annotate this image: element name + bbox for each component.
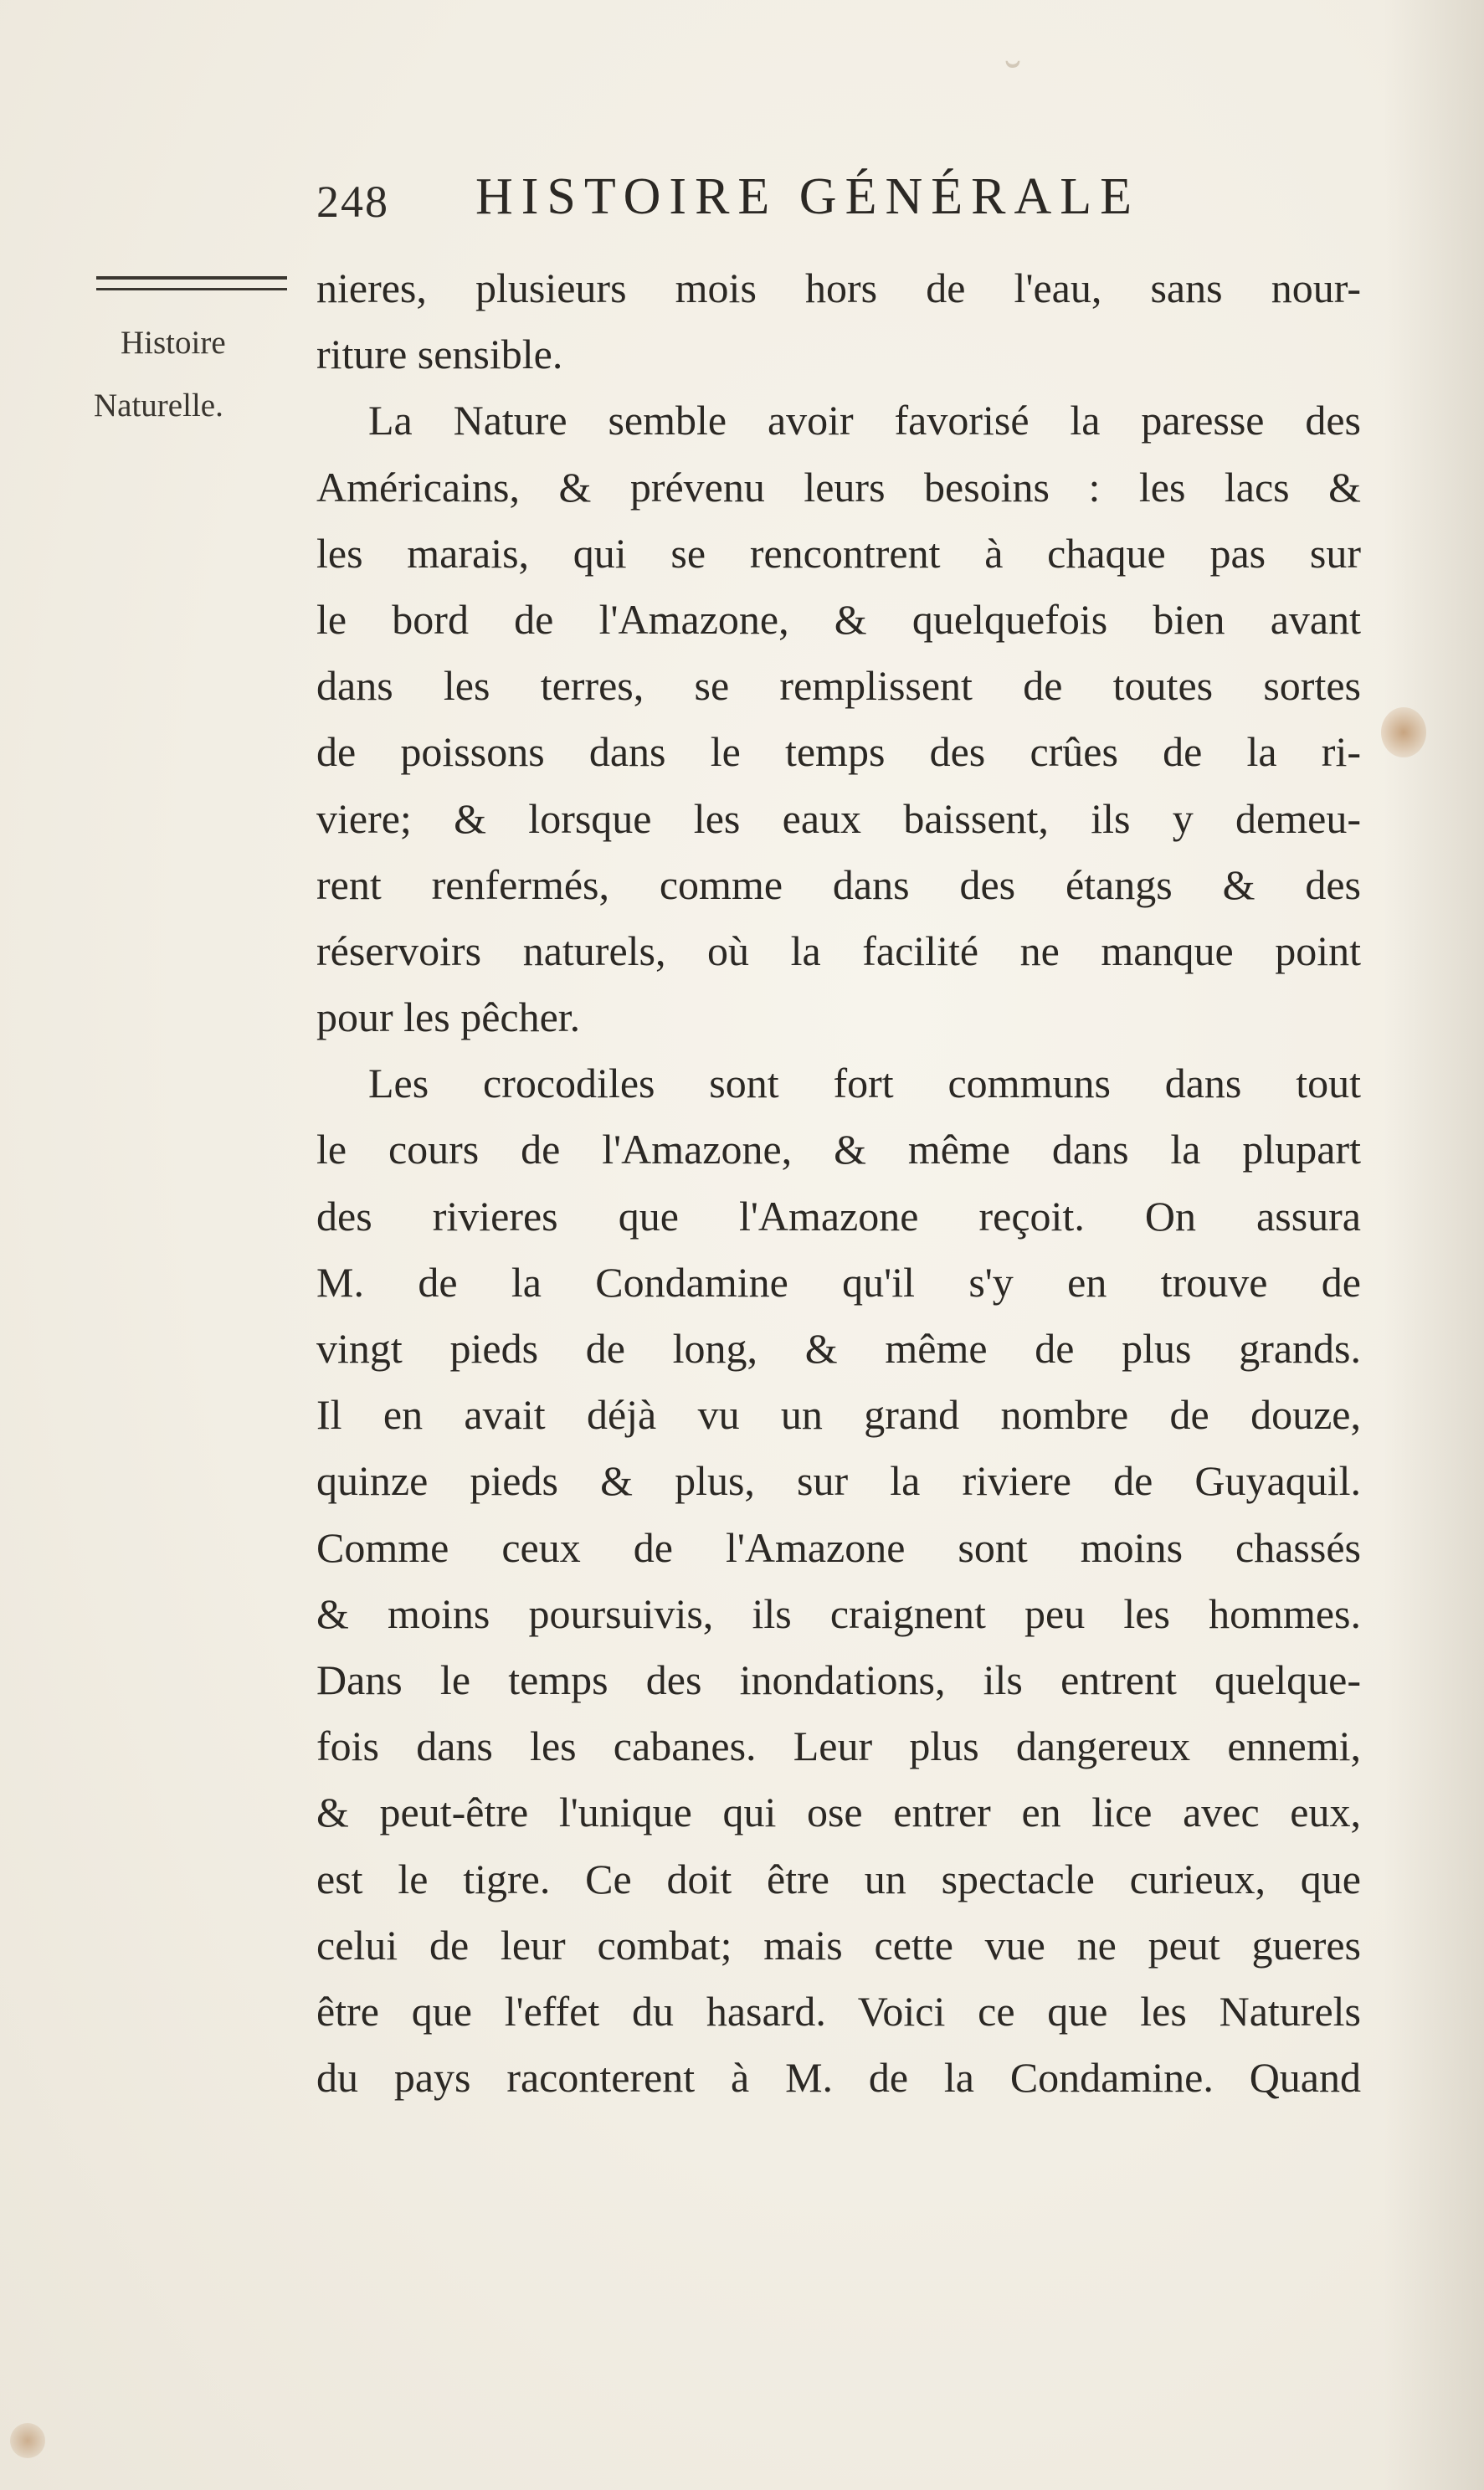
text-line: vingt pieds de long, & même de plus grands.: [316, 1325, 1361, 1372]
text-line: est le tigre. Ce doit être un spectacle curieux, que: [316, 1855, 1361, 1902]
text-line: riture sensible.: [316, 331, 563, 378]
margin-rule-divider: [96, 276, 287, 290]
text-line: du pays raconterent à M. de la Condamine. Quand: [316, 2054, 1361, 2102]
text-line: Comme ceux de l'Amazone sont moins chassés: [316, 1523, 1361, 1571]
ink-bleed-mark: ˘: [1004, 51, 1021, 106]
running-head: [316, 167, 1220, 243]
text-line: des rivieres que l'Amazone reçoit. On assura: [316, 1192, 1361, 1240]
text-line: les marais, qui se rencontrent à chaque pas sur: [316, 529, 1361, 577]
text-line: Il en avait déjà vu un grand nombre de douze,: [316, 1391, 1361, 1439]
text-line: Américains, & prévenu leurs besoins : les lacs &: [316, 463, 1361, 511]
margin-note-line: Histoire: [121, 325, 226, 361]
text-line: & peut-être l'unique qui ose entrer en lice avec eux,: [316, 1789, 1361, 1836]
text-line: nieres, plusieurs mois hors de l'eau, sans nour-: [316, 264, 1361, 311]
text-line: de poissons dans le temps des crûes de la ri-: [316, 728, 1361, 776]
text-line: le cours de l'Amazone, & même dans la plupart: [316, 1126, 1361, 1173]
paper-stain: [1381, 707, 1426, 757]
page-gutter-shadow: [1384, 0, 1484, 2490]
text-line: celui de leur combat; mais cette vue ne peut gueres: [316, 1921, 1361, 1969]
text-line: viere; & lorsque les eaux baissent, ils y demeu-: [316, 794, 1361, 842]
text-line: & moins poursuivis, ils craignent peu les hommes.: [316, 1589, 1361, 1637]
text-line: M. de la Condamine qu'il s'y en trouve de: [316, 1258, 1361, 1306]
text-line: le bord de l'Amazone, & quelquefois bien avant: [316, 595, 1361, 643]
text-line: quinze pieds & plus, sur la riviere de Guyaquil.: [316, 1457, 1361, 1505]
page-number: 248: [316, 177, 389, 227]
margin-note-line: Naturelle.: [94, 388, 223, 424]
text-line: réservoirs naturels, où la facilité ne manque point: [316, 927, 1361, 974]
text-line: être que l'effet du hasard. Voici ce que les Naturels: [316, 1987, 1361, 2035]
text-line: Les crocodiles sont fort communs dans tout: [368, 1060, 1361, 1107]
text-line: rent renfermés, comme dans des étangs & des: [316, 860, 1361, 908]
text-line: fois dans les cabanes. Leur plus dangereux ennemi,: [316, 1722, 1361, 1770]
page-title: HISTOIRE GÉNÉRALE: [475, 168, 1140, 225]
text-line: pour les pêcher.: [316, 993, 581, 1041]
text-line: Dans le temps des inondations, ils entrent quelque-: [316, 1656, 1361, 1703]
margin-note: [94, 311, 295, 437]
text-line: La Nature semble avoir favorisé la paresse des: [368, 397, 1361, 444]
text-line: dans les terres, se remplissent de toutes sortes: [316, 662, 1361, 710]
paper-stain: [10, 2423, 45, 2458]
body-text: [316, 255, 1361, 2111]
